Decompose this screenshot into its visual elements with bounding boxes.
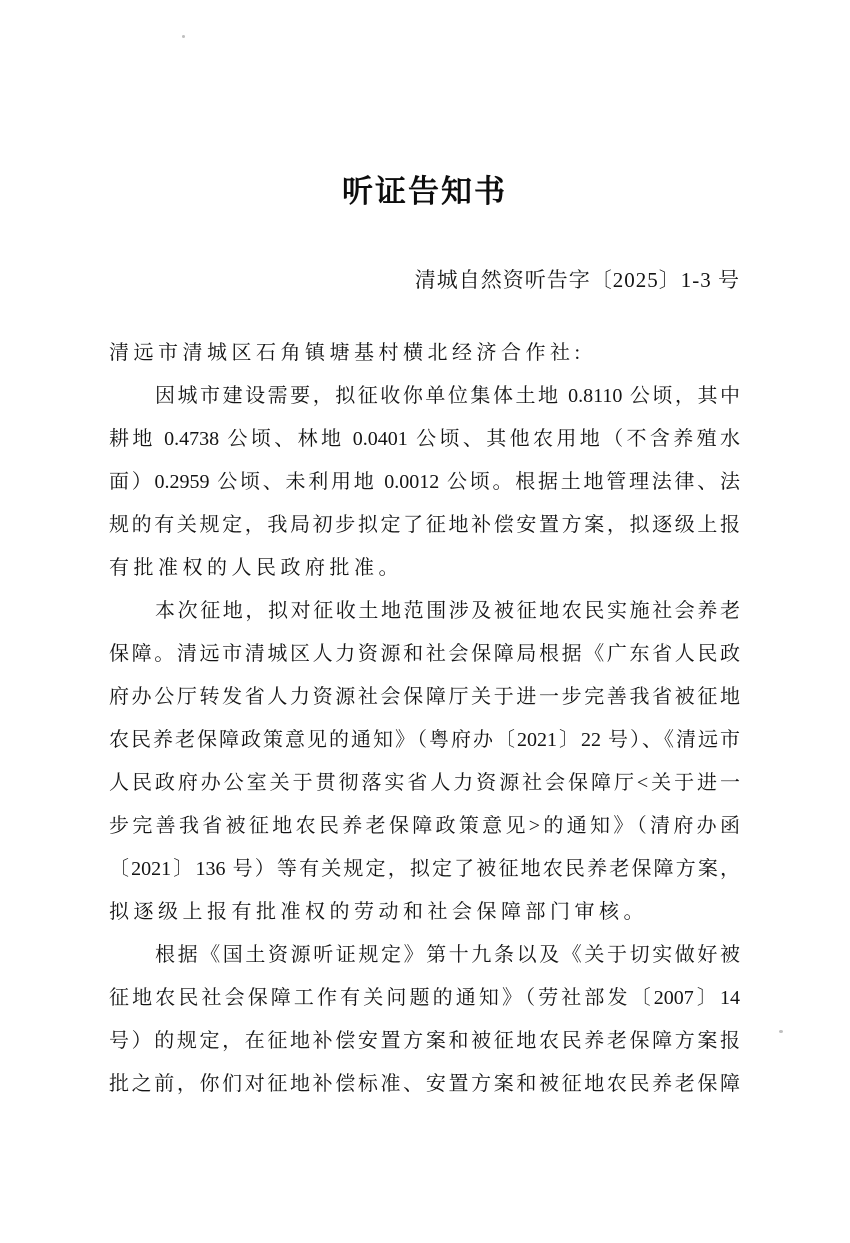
body-line: 因城市建设需要，拟征收你单位集体土地 0.8110 公顷，其中 bbox=[155, 385, 740, 407]
body-line: 本次征地，拟对征收土地范围涉及被征地农民实施社会养老 bbox=[155, 600, 740, 622]
body-line: 耕地 0.4738 公顷、林地 0.0401 公顷、其他农用地（不含养殖水 bbox=[109, 428, 740, 450]
body-line: 根据《国土资源听证规定》第十九条以及《关于切实做好被 bbox=[155, 944, 740, 966]
scan-speck bbox=[779, 1030, 783, 1033]
body-line: 府办公厅转发省人力资源社会保障厅关于进一步完善我省被征地 bbox=[109, 686, 740, 708]
body-line: 有批准权的人民政府批准。 bbox=[109, 557, 403, 579]
body-text bbox=[109, 375, 740, 1106]
document-number: 清城自然资听告字〔2025〕1-3 号 bbox=[414, 268, 740, 292]
body-line: 〔2021〕136 号）等有关规定，拟定了被征地农民养老保障方案， bbox=[109, 858, 740, 880]
addressee-line: 清远市清城区石角镇塘基村横北经济合作社: bbox=[109, 342, 585, 364]
body-line: 步完善我省被征地农民养老保障政策意见>的通知》（清府办函 bbox=[109, 815, 740, 837]
body-line: 规的有关规定，我局初步拟定了征地补偿安置方案，拟逐级上报 bbox=[109, 514, 740, 536]
document-title: 听证告知书 bbox=[342, 174, 507, 209]
body-line: 征地农民社会保障工作有关问题的通知》（劳社部发〔2007〕14 bbox=[109, 987, 740, 1009]
body-line: 号）的规定，在征地补偿安置方案和被征地农民养老保障方案报 bbox=[109, 1030, 740, 1052]
body-line: 保障。清远市清城区人力资源和社会保障局根据《广东省人民政 bbox=[109, 643, 740, 665]
body-line: 批之前，你们对征地补偿标准、安置方案和被征地农民养老保障 bbox=[109, 1073, 740, 1095]
body-line: 面）0.2959 公顷、未利用地 0.0012 公顷。根据土地管理法律、法 bbox=[109, 471, 740, 493]
body-line: 拟逐级上报有批准权的劳动和社会保障部门审核。 bbox=[109, 901, 648, 923]
body-line: 农民养老保障政策意见的通知》（粤府办〔2021〕22 号）、《清远市 bbox=[109, 729, 740, 751]
body-line: 人民政府办公室关于贯彻落实省人力资源社会保障厅<关于进一 bbox=[109, 772, 740, 794]
document-content bbox=[109, 0, 740, 1106]
